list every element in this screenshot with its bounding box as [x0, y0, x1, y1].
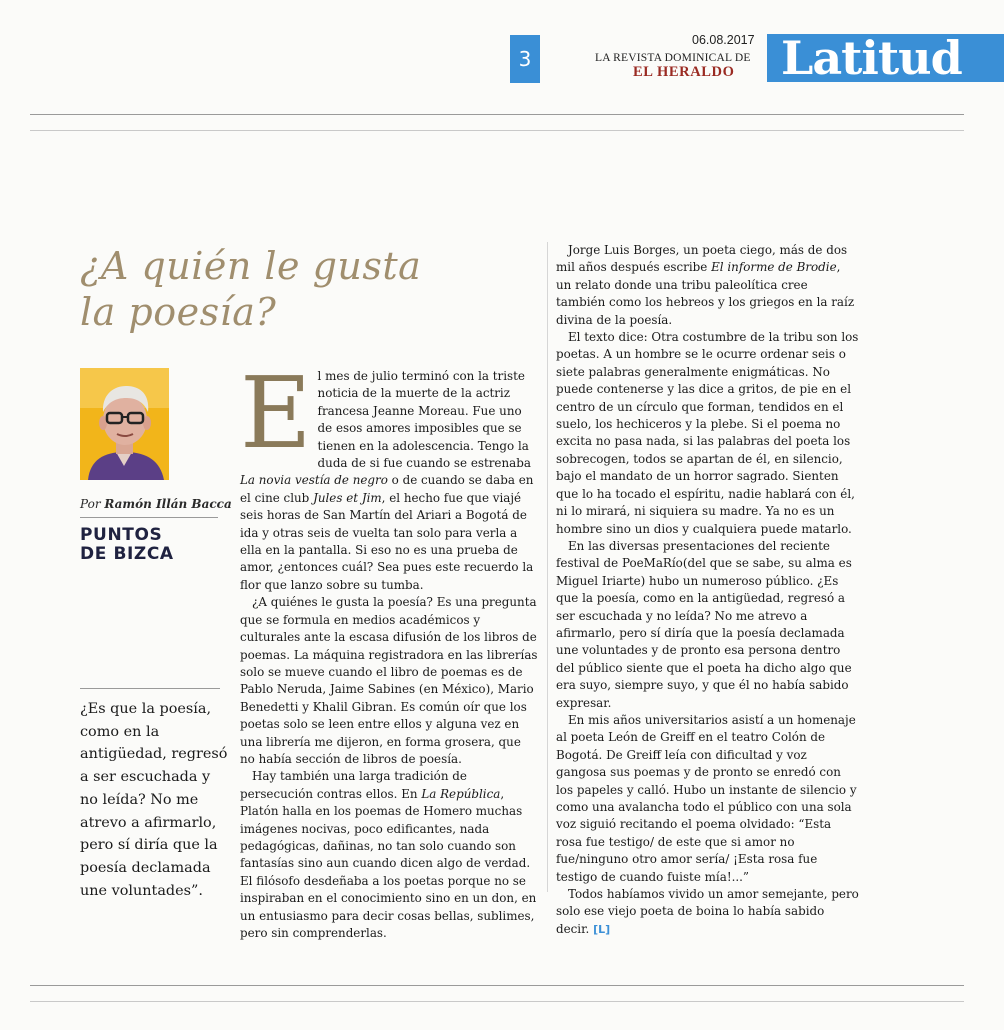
page-number: 3: [510, 35, 540, 83]
film-title-2: Jules et Jim: [313, 490, 382, 505]
end-mark-icon: [L]: [593, 922, 611, 936]
byline: [80, 497, 232, 511]
paragraph-8: Todos habíamos vivido un amor semejante, pero solo ese viejo poeta de boina lo había sabido decir. [L]: [556, 887, 859, 936]
author-name: Ramón Illán Bacca: [104, 497, 232, 511]
film-title: La novia vestía de negro: [240, 473, 388, 488]
author-photo: [80, 368, 169, 480]
paragraph-3: Hay también una larga tradición de persecución contras ellos. En La República, Platón halla en los poemas de Homero muchas imágenes nocivas, poco edificantes, nada pedagógicas, dañinas, no tan solo cuando son fantasías sino aun cuando dicen algo de verdad. El filósofo desdeñaba a los poetas porque no se inspiraban en el conocimiento sino en un don, en un entusiasmo para decir cosas bellas, sublimes, pero sin comprenderlas.: [240, 769, 537, 940]
body-column-2: [556, 242, 859, 938]
article-title: [80, 243, 520, 335]
header-rule: [30, 114, 964, 115]
byline-prefix: Por: [80, 497, 101, 511]
header-rule-secondary: [30, 130, 964, 131]
footer-rule: [30, 985, 964, 986]
magazine-label: LA REVISTA DOMINICAL DE: [595, 52, 751, 64]
column-name-line-2: DE BIZCA: [80, 544, 174, 564]
newspaper-name: EL HERALDO: [633, 64, 735, 80]
column-name-line-1: PUNTOS: [80, 525, 163, 545]
pull-quote: ¿Es que la poesía, como en la antigüedad, regresó a ser escuchada y no leída? No me atrevo a afirmarlo, pero sí diría que la poesía declamada une voluntades”.: [80, 701, 228, 899]
paragraph-7: En mis años universitarios asistí a un homenaje al poeta León de Greiff en el teatro Colón de Bogotá. De Greiff leía con dificultad y voz gangosa sus poemas y de pronto se enredó con los papeles y calló. Hubo un instante de silencio y como una avalancha todo el público con una sola voz siguió recitando el poema olvidado: “Esta rosa fue testigo/ de este que si amor no fue/ninguno otro amor sería/ ¡Esta rosa fue testigo de cuando fuiste mía!...”: [556, 712, 857, 884]
paragraph-1: El mes de julio terminó con la triste noticia de la muerte de la actriz francesa Jeanne Moreau. Fue uno de esos amores imposibles que se tienen en la adolescencia. Tengo la duda de si fue cuando se estrenaba La novia vestía de negro o de cuando se daba en el cine club Jules et Jim, el hecho fue que viajé seis horas de San Martín del Ariari a Bogotá de ida y otras seis de vuelta tan solo para verla a ella en la pantalla. Si eso no es una prueba de amor, ¿entonces cuál? Sea pues este recuerdo la flor que lanzo sobre su tumba.: [240, 357, 534, 592]
body-column-1: [240, 357, 538, 942]
paragraph-4: Jorge Luis Borges, un poeta ciego, más de dos mil años después escribe El informe de Brodie, un relato donde una tribu paleolítica cree también como los hebreos y los griegos en la raíz divina de la poesía.: [556, 243, 855, 327]
book-title-2: El informe de Brodie: [711, 260, 837, 275]
byline-rule: [80, 517, 218, 518]
issue-date: 06.08.2017: [692, 33, 755, 47]
paragraph-2: ¿A quiénes le gusta la poesía? Es una pregunta que se formula en medios académicos y culturales ante la escasa difusión de los libros de poemas. La máquina registradora en las librerías solo se mueve cuando el libro de poemas es de Pablo Neruda, Jaime Sabines (en México), Mario Benedetti y Khalil Gibran. Es común oír que los poetas solo se leen entre ellos y alguna vez en una librería me dijeron, en forma grosera, que no había sección de libros de poesía.: [240, 595, 538, 766]
footer-rule-secondary: [30, 1001, 964, 1002]
book-title: La República: [421, 786, 501, 801]
column-name: [80, 526, 220, 564]
section-brand-logo: Latitud: [767, 34, 1004, 82]
title-line-1: ¿A quién le gusta: [80, 244, 422, 288]
drop-cap: E: [240, 357, 312, 471]
pull-quote-rule: [80, 688, 220, 689]
column-divider: [547, 242, 548, 892]
paragraph-5: El texto dice: Otra costumbre de la tribu son los poetas. A un hombre se le ocurre ordenar seis o siete palabras generalmente enigmáticas. No puede contenerse y las dice a gritos, de pie en el centro de un círculo que forman, tendidos en el suelo, los hechiceros y la plebe. Si el poema no excita no pasa nada, si las palabras del poeta los sobrecogen, todos se apartan de él, en silencio, bajo el mandato de un horror sagrado. Sienten que lo ha tocado el espíritu, nadie hablará con él, ni lo mirará, ni siquiera su madre. Ya no es un hombre sino un dios y cualquiera puede matarlo.: [556, 330, 859, 536]
paragraph-6: En las diversas presentaciones del reciente festival de PoeMaRío(del que se sabe, su alma es Miguel Iriarte) hubo un numeroso público. ¿Es que la poesía, como en la antigüedad, regresó a ser escuchada y no leída? No me atrevo a afirmarlo, pero sí diría que la poesía declamada une voluntades y de pronto esa persona dentro del público siente que el poeta ha dicho algo que era suyo, siempre suyo, y que él no había sabido expresar.: [556, 538, 852, 710]
title-line-2: la poesía?: [80, 290, 277, 334]
